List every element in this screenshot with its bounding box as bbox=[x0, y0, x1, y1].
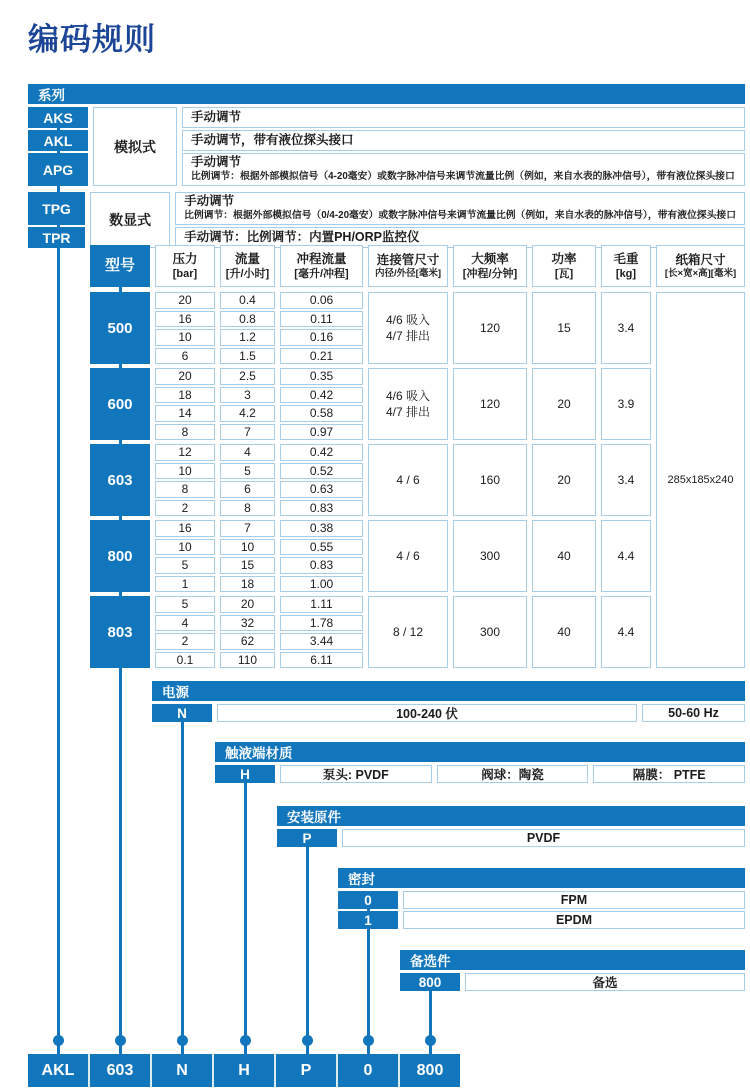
flow-column bbox=[220, 444, 275, 516]
stroke-cell: 0.83 bbox=[280, 500, 363, 517]
flow-cell: 2.5 bbox=[220, 368, 275, 385]
connector-line-power bbox=[181, 706, 184, 1054]
section-power-supply bbox=[152, 681, 745, 722]
header-unit: [冲程/分钟] bbox=[462, 267, 518, 280]
seal-code-1: 1 bbox=[338, 911, 398, 929]
model-group-803 bbox=[90, 596, 651, 668]
flow-cell: 0.8 bbox=[220, 311, 275, 328]
header-unit: [瓦] bbox=[554, 267, 574, 280]
weight-cell: 3.4 bbox=[601, 444, 651, 516]
description-line: 手动调节 bbox=[191, 109, 242, 124]
spec-table bbox=[90, 245, 745, 668]
model-cell: 800 bbox=[90, 520, 150, 592]
header-title: 型号 bbox=[104, 257, 135, 275]
spec-table-groups bbox=[90, 292, 651, 668]
connector-dot bbox=[240, 1035, 251, 1046]
pressure-column bbox=[155, 292, 215, 364]
voltage-value: 100-240 伏 bbox=[217, 704, 637, 722]
stroke-cell: 0.97 bbox=[280, 424, 363, 441]
stroke-cell: 0.21 bbox=[280, 348, 363, 365]
pressure-cell: 16 bbox=[155, 520, 215, 537]
stroke-cell: 1.11 bbox=[280, 596, 363, 613]
power-supply-header-bar: 电源 bbox=[152, 681, 745, 701]
flow-column bbox=[220, 520, 275, 592]
section-seal bbox=[338, 868, 745, 929]
carton-size-cell: 285x185x240 bbox=[656, 292, 745, 668]
connection-cell bbox=[368, 444, 448, 516]
flow-cell: 18 bbox=[220, 576, 275, 593]
flow-cell: 32 bbox=[220, 615, 275, 632]
stroke-cell: 1.00 bbox=[280, 576, 363, 593]
stroke-column bbox=[280, 444, 363, 516]
column-header-model bbox=[90, 245, 150, 287]
section-wetted-material bbox=[215, 742, 745, 783]
pressure-cell: 16 bbox=[155, 311, 215, 328]
series-codes bbox=[28, 192, 85, 248]
pressure-cell: 2 bbox=[155, 500, 215, 517]
header-title: 毛重 bbox=[613, 251, 639, 266]
frequency-cell: 300 bbox=[453, 520, 527, 592]
pressure-column bbox=[155, 444, 215, 516]
pressure-cell: 10 bbox=[155, 539, 215, 556]
connection-line: 4/7 排出 bbox=[385, 405, 431, 419]
pressure-column bbox=[155, 520, 215, 592]
series-description bbox=[182, 153, 745, 186]
pressure-cell: 20 bbox=[155, 292, 215, 309]
power-cell: 20 bbox=[532, 368, 596, 440]
stroke-column bbox=[280, 292, 363, 364]
header-title: 流量 bbox=[234, 251, 260, 266]
stroke-cell: 0.58 bbox=[280, 405, 363, 422]
flow-cell: 62 bbox=[220, 633, 275, 650]
stroke-cell: 0.42 bbox=[280, 387, 363, 404]
series-code-aks: AKS bbox=[28, 107, 88, 128]
header-title: 功率 bbox=[551, 251, 577, 266]
stroke-cell: 0.52 bbox=[280, 463, 363, 480]
power-cell: 40 bbox=[532, 520, 596, 592]
stroke-cell: 6.11 bbox=[280, 652, 363, 669]
flow-cell: 7 bbox=[220, 424, 275, 441]
pressure-cell: 20 bbox=[155, 368, 215, 385]
installation-header-bar: 安装原件 bbox=[277, 806, 745, 826]
column-header-weight bbox=[601, 245, 651, 287]
connection-cell bbox=[368, 520, 448, 592]
stroke-column bbox=[280, 368, 363, 440]
seal-row bbox=[338, 911, 745, 929]
header-title: 连接管尺寸 bbox=[376, 252, 440, 267]
description-line: 手动调节，带有液位探头接口 bbox=[191, 132, 354, 147]
column-header-flow bbox=[220, 245, 275, 287]
flow-cell: 4 bbox=[220, 444, 275, 461]
weight-cell: 3.4 bbox=[601, 292, 651, 364]
flow-cell: 7 bbox=[220, 520, 275, 537]
connector-dot bbox=[115, 1035, 126, 1046]
stroke-cell: 0.38 bbox=[280, 520, 363, 537]
power-supply-row bbox=[152, 704, 745, 722]
stroke-cell: 0.63 bbox=[280, 481, 363, 498]
stroke-column bbox=[280, 520, 363, 592]
seal-header-bar: 密封 bbox=[338, 868, 745, 888]
options-code: 800 bbox=[400, 973, 460, 991]
pressure-cell: 5 bbox=[155, 596, 215, 613]
wetted-material-header-bar: 触液端材质 bbox=[215, 742, 745, 762]
description-line: 手动调节：比例调节：内置PH/ORP监控仪 bbox=[184, 229, 420, 244]
header-title: 纸箱尺寸 bbox=[675, 252, 726, 267]
model-cell: 603 bbox=[90, 444, 150, 516]
options-value: 备选 bbox=[465, 973, 745, 991]
installation-code: P bbox=[277, 829, 337, 847]
pressure-cell: 4 bbox=[155, 615, 215, 632]
pressure-cell: 8 bbox=[155, 424, 215, 441]
header-unit: [升/小时] bbox=[225, 267, 270, 280]
seal-row bbox=[338, 891, 745, 909]
header-unit: [bar] bbox=[172, 267, 198, 280]
connector-dot bbox=[177, 1035, 188, 1046]
spec-table-header bbox=[90, 245, 745, 287]
model-group-600 bbox=[90, 368, 651, 440]
flow-cell: 1.2 bbox=[220, 329, 275, 346]
connection-line: 8 / 12 bbox=[392, 624, 424, 639]
connector-dot bbox=[302, 1035, 313, 1046]
flow-cell: 4.2 bbox=[220, 405, 275, 422]
seal-material-fpm: FPM bbox=[403, 891, 745, 909]
series-code-apg: APG bbox=[28, 153, 88, 186]
pressure-column bbox=[155, 368, 215, 440]
column-header-stroke-flow bbox=[280, 245, 363, 287]
series-type-label: 数显式 bbox=[90, 192, 170, 248]
connector-dot bbox=[53, 1035, 64, 1046]
series-group-analog bbox=[28, 107, 745, 186]
pressure-cell: 0.1 bbox=[155, 652, 215, 669]
stroke-cell: 1.78 bbox=[280, 615, 363, 632]
header-title: 冲程流量 bbox=[296, 251, 347, 266]
stroke-cell: 0.35 bbox=[280, 368, 363, 385]
connection-cell bbox=[368, 368, 448, 440]
power-cell: 40 bbox=[532, 596, 596, 668]
pressure-cell: 8 bbox=[155, 481, 215, 498]
model-group-500 bbox=[90, 292, 651, 364]
pressure-cell: 5 bbox=[155, 557, 215, 574]
series-code-tpg: TPG bbox=[28, 192, 85, 225]
flow-cell: 6 bbox=[220, 481, 275, 498]
connection-line: 4/6 吸入 bbox=[385, 312, 431, 327]
header-title: 压力 bbox=[172, 251, 198, 266]
pressure-cell: 6 bbox=[155, 348, 215, 365]
column-header-frequency bbox=[453, 245, 527, 287]
flow-cell: 3 bbox=[220, 387, 275, 404]
header-title: 大频率 bbox=[471, 251, 509, 266]
frequency-cell: 120 bbox=[453, 368, 527, 440]
flow-cell: 0.4 bbox=[220, 292, 275, 309]
diaphragm-material: 隔膜： PTFE bbox=[593, 765, 745, 783]
code-segment-model: 603 bbox=[90, 1054, 152, 1087]
model-group-603 bbox=[90, 444, 651, 516]
column-header-carton bbox=[656, 245, 745, 287]
description-line: 手动调节 bbox=[191, 155, 242, 170]
column-header-connection bbox=[368, 245, 448, 287]
options-header-bar: 备选件 bbox=[400, 950, 745, 970]
description-line: 比例调节：根据外部模拟信号（0/4-20毫安）或数字脉冲信号来调节流量比例（例如，来自水表的脉冲信号），带有液位探头接口 bbox=[184, 209, 736, 221]
series-descriptions bbox=[182, 107, 745, 186]
weight-cell: 4.4 bbox=[601, 520, 651, 592]
pressure-column bbox=[155, 596, 215, 668]
stroke-cell: 0.11 bbox=[280, 311, 363, 328]
power-cell: 20 bbox=[532, 444, 596, 516]
model-group-800 bbox=[90, 520, 651, 592]
stroke-cell: 0.42 bbox=[280, 444, 363, 461]
stroke-cell: 3.44 bbox=[280, 633, 363, 650]
series-codes bbox=[28, 107, 88, 186]
flow-cell: 8 bbox=[220, 500, 275, 517]
flow-column bbox=[220, 292, 275, 364]
pump-head-material: 泵头: PVDF bbox=[280, 765, 432, 783]
stroke-cell: 0.83 bbox=[280, 557, 363, 574]
code-segment-installation: P bbox=[276, 1054, 338, 1087]
connection-cell bbox=[368, 596, 448, 668]
series-description bbox=[175, 192, 745, 225]
frequency-cell: 120 bbox=[453, 292, 527, 364]
series-header-bar: 系列 bbox=[28, 84, 745, 104]
series-table bbox=[28, 107, 745, 248]
wetted-material-code: H bbox=[215, 765, 275, 783]
pressure-cell: 2 bbox=[155, 633, 215, 650]
weight-cell: 4.4 bbox=[601, 596, 651, 668]
pressure-cell: 10 bbox=[155, 463, 215, 480]
frequency-value: 50-60 Hz bbox=[642, 704, 745, 722]
weight-cell: 3.9 bbox=[601, 368, 651, 440]
example-code-bar bbox=[28, 1054, 460, 1087]
column-header-power bbox=[532, 245, 596, 287]
series-description bbox=[182, 130, 745, 151]
flow-cell: 110 bbox=[220, 652, 275, 669]
stroke-cell: 0.55 bbox=[280, 539, 363, 556]
series-type-label: 模拟式 bbox=[93, 107, 177, 186]
flow-column bbox=[220, 368, 275, 440]
stroke-cell: 0.06 bbox=[280, 292, 363, 309]
section-options bbox=[400, 950, 745, 991]
header-unit: [kg] bbox=[615, 267, 637, 280]
installation-row bbox=[277, 829, 745, 847]
pressure-cell: 1 bbox=[155, 576, 215, 593]
page-title: 编码规则 bbox=[28, 22, 156, 57]
connection-line: 4 / 6 bbox=[396, 548, 420, 563]
seal-code-0: 0 bbox=[338, 891, 398, 909]
pressure-cell: 10 bbox=[155, 329, 215, 346]
series-group-digital bbox=[28, 192, 745, 248]
column-header-pressure bbox=[155, 245, 215, 287]
series-code-tpr: TPR bbox=[28, 227, 85, 248]
connection-cell bbox=[368, 292, 448, 364]
connector-line-series bbox=[57, 115, 60, 1054]
power-cell: 15 bbox=[532, 292, 596, 364]
series-description bbox=[182, 107, 745, 128]
flow-cell: 1.5 bbox=[220, 348, 275, 365]
description-line: 比例调节：根据外部模拟信号（4-20毫安）或数字脉冲信号来调节流量比例（例如，来自水表的脉冲信号），带有液位探头接口 bbox=[191, 170, 735, 182]
installation-material: PVDF bbox=[342, 829, 745, 847]
flow-cell: 5 bbox=[220, 463, 275, 480]
section-installation bbox=[277, 806, 745, 847]
code-segment-options: 800 bbox=[416, 1061, 444, 1079]
connector-dot bbox=[425, 1035, 436, 1046]
pressure-cell: 12 bbox=[155, 444, 215, 461]
valve-ball-material: 阀球：陶瓷 bbox=[437, 765, 589, 783]
connector-dot bbox=[363, 1035, 374, 1046]
connector-line-installation bbox=[306, 832, 309, 1054]
connection-line: 4/6 吸入 bbox=[385, 388, 431, 403]
options-row bbox=[400, 973, 745, 991]
header-unit: [长×宽×高][毫米] bbox=[664, 267, 737, 279]
flow-cell: 15 bbox=[220, 557, 275, 574]
connection-line: 4/7 排出 bbox=[385, 329, 431, 343]
flow-cell: 20 bbox=[220, 596, 275, 613]
model-cell: 803 bbox=[90, 596, 150, 668]
connection-line: 4 / 6 bbox=[396, 472, 420, 487]
flow-cell: 10 bbox=[220, 539, 275, 556]
stroke-cell: 0.16 bbox=[280, 329, 363, 346]
pressure-cell: 14 bbox=[155, 405, 215, 422]
model-cell: 600 bbox=[90, 368, 150, 440]
seal-material-epdm: EPDM bbox=[403, 911, 745, 929]
frequency-cell: 300 bbox=[453, 596, 527, 668]
spec-table-body bbox=[90, 292, 745, 668]
code-segment-series: AKL bbox=[28, 1054, 90, 1087]
stroke-column bbox=[280, 596, 363, 668]
connector-line-material bbox=[244, 768, 247, 1054]
code-segment-seal: 0 bbox=[338, 1054, 400, 1087]
wetted-material-row bbox=[215, 765, 745, 783]
series-descriptions bbox=[175, 192, 745, 248]
model-cell: 500 bbox=[90, 292, 150, 364]
pressure-cell: 18 bbox=[155, 387, 215, 404]
power-supply-code: N bbox=[152, 704, 212, 722]
code-segment-material: H bbox=[214, 1054, 276, 1087]
header-unit: [毫升/冲程] bbox=[294, 267, 349, 280]
code-segment-power: N bbox=[152, 1054, 214, 1087]
header-unit: 内径/外径[毫米] bbox=[375, 267, 441, 279]
frequency-cell: 160 bbox=[453, 444, 527, 516]
flow-column bbox=[220, 596, 275, 668]
series-code-akl: AKL bbox=[28, 130, 88, 151]
description-line: 手动调节 bbox=[184, 194, 235, 209]
